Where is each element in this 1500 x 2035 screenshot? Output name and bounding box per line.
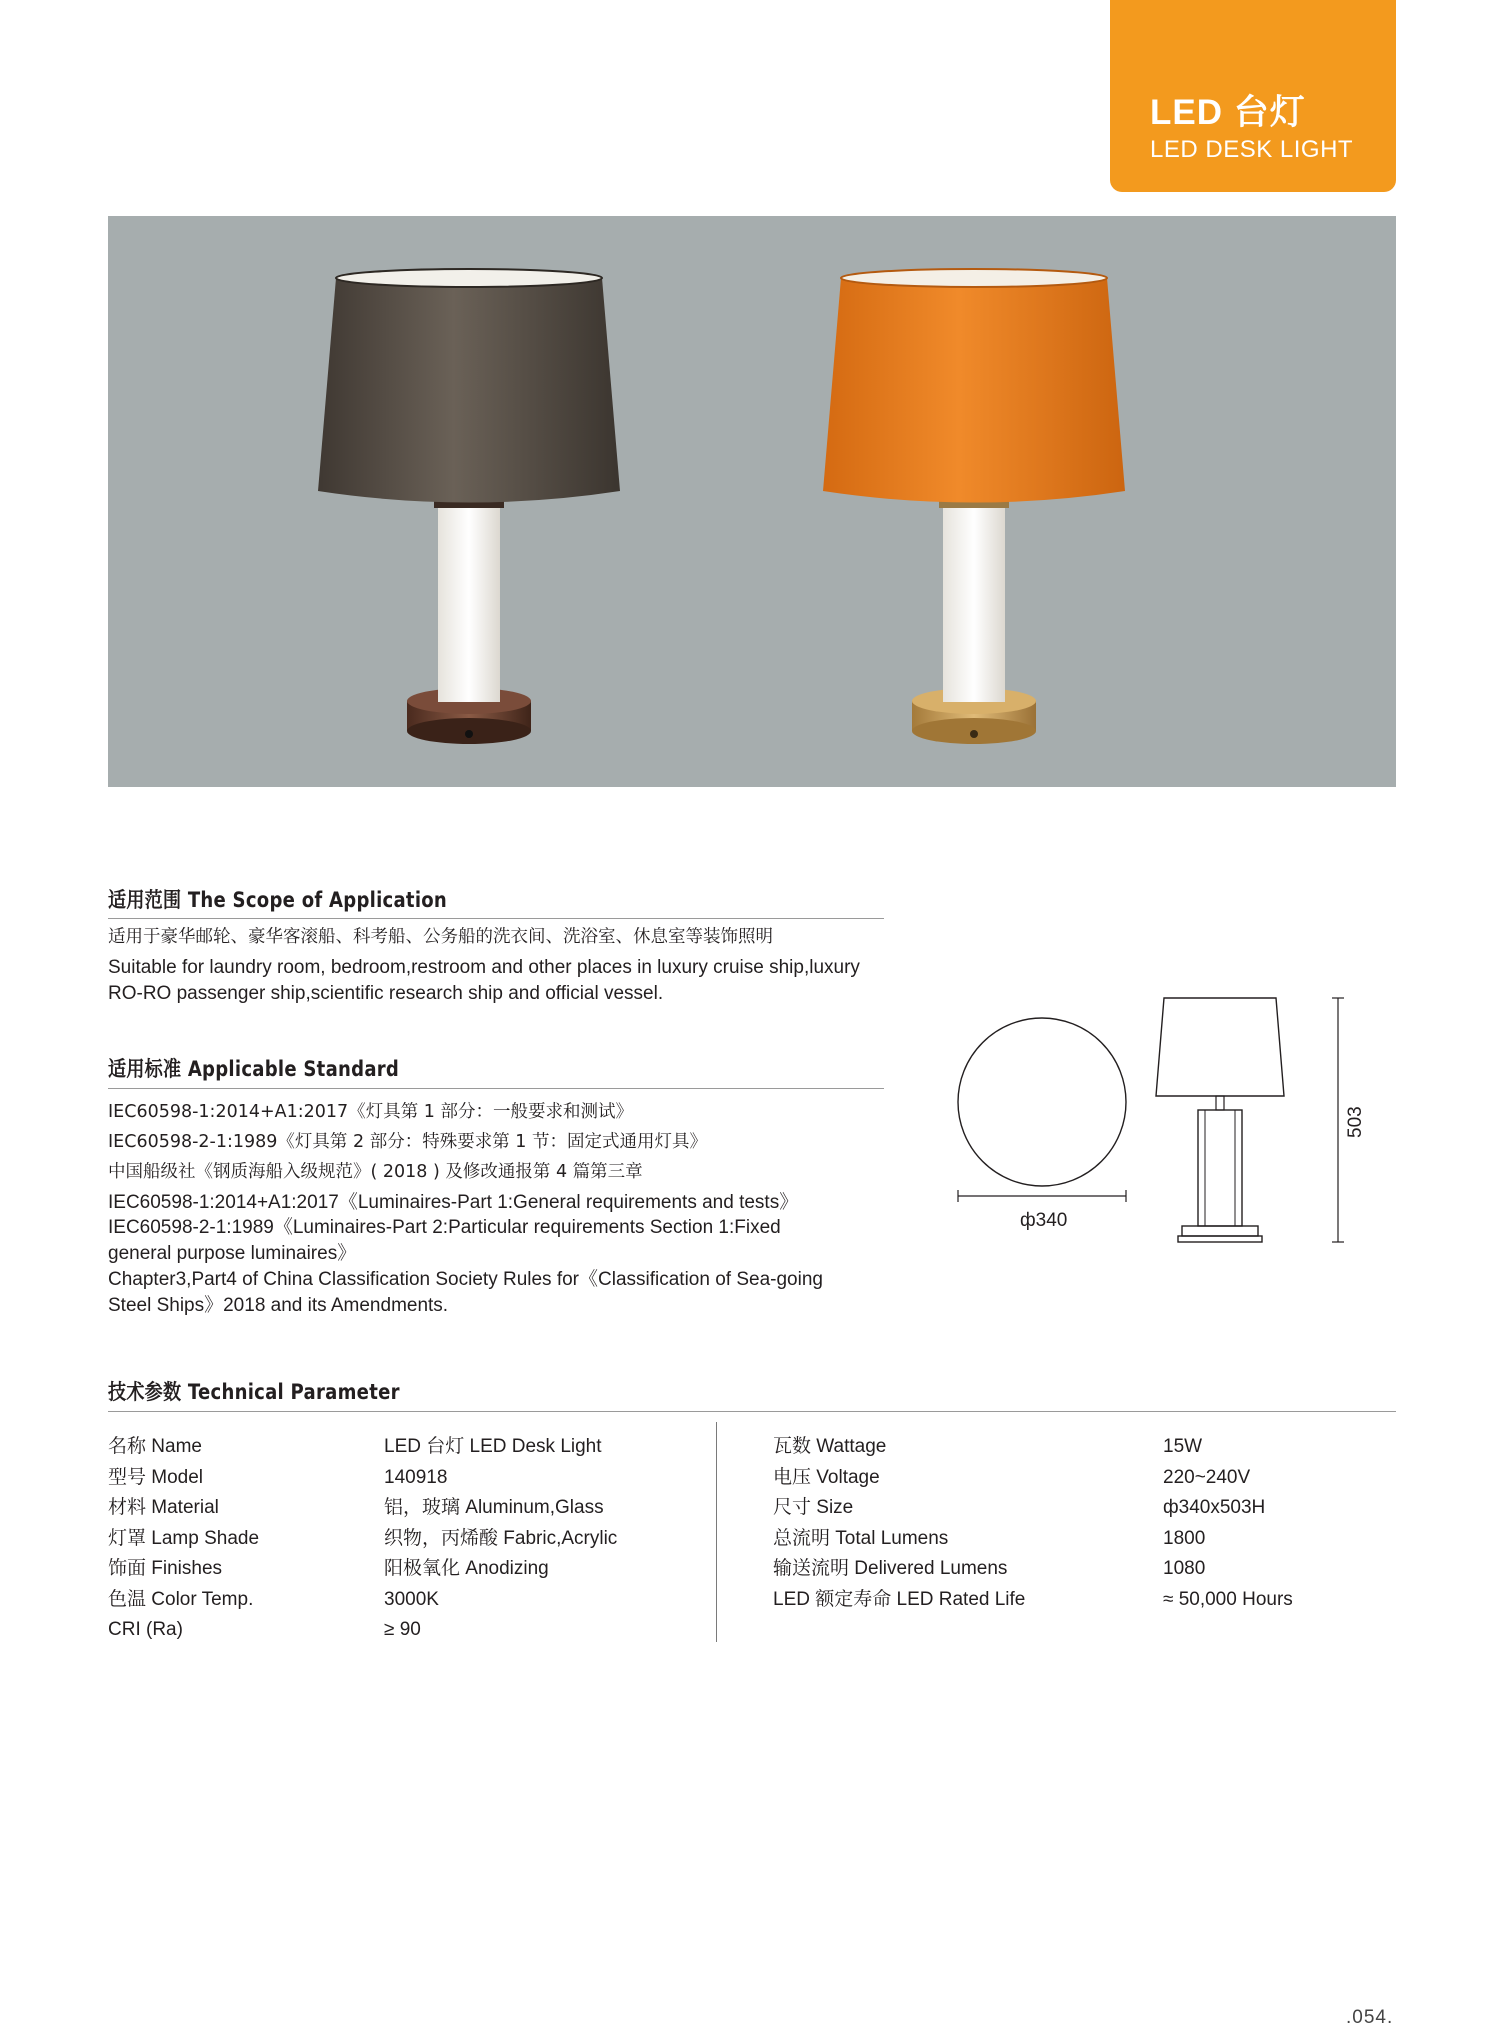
param-label: 尺寸 Size bbox=[773, 1497, 854, 1518]
param-value: 铝，玻璃 Aluminum,Glass bbox=[384, 1497, 604, 1518]
standard-line: 中国船级社《钢质海船入级规范》( 2018 ) 及修改通报第 4 篇第三章 bbox=[108, 1162, 643, 1182]
param-value: 15W bbox=[1163, 1436, 1203, 1457]
standard-divider bbox=[108, 1088, 884, 1089]
param-value: 织物，丙烯酸 Fabric,Acrylic bbox=[384, 1527, 618, 1549]
standard-heading: 适用标准 Applicable Standard bbox=[108, 1057, 400, 1081]
param-value: 1800 bbox=[1163, 1527, 1206, 1549]
category-title-en: LED DESK LIGHT bbox=[1150, 136, 1354, 163]
lamp-orange-shade bbox=[823, 269, 1125, 744]
param-right-labels bbox=[773, 1432, 1025, 1615]
param-label: 色温 Color Temp. bbox=[108, 1588, 254, 1610]
param-value: ≥ 90 bbox=[384, 1619, 421, 1640]
param-value: 3000K bbox=[384, 1588, 439, 1610]
param-value: 阳极氧化 Anodizing bbox=[384, 1558, 549, 1579]
scope-text-cn: 适用于豪华邮轮、豪华客滚船、科考船、公务船的洗衣间、洗浴室、休息室等装饰照明 bbox=[108, 927, 773, 947]
scope-text-en-2: RO-RO passenger ship,scientific research ship and official vessel. bbox=[108, 983, 664, 1004]
standard-line: IEC60598-2-1:1989《灯具第 2 部分：特殊要求第 1 节：固定式通用灯具》 bbox=[108, 1132, 707, 1152]
top-view-circle bbox=[958, 1018, 1126, 1186]
diameter-label: ф340 bbox=[1020, 1210, 1068, 1231]
param-column-divider bbox=[716, 1422, 717, 1642]
param-value: ф340x503H bbox=[1163, 1497, 1266, 1518]
param-right-values bbox=[1163, 1432, 1293, 1615]
param-label: 电压 Voltage bbox=[773, 1466, 880, 1488]
param-value: ≈ 50,000 Hours bbox=[1163, 1588, 1293, 1610]
param-left-labels bbox=[108, 1432, 259, 1646]
side-view-neck bbox=[1216, 1096, 1224, 1110]
scope-heading: 适用范围 The Scope of Application bbox=[108, 888, 448, 912]
standard-line: IEC60598-2-1:1989《Luminaires-Part 2:Particular requirements Section 1:Fixed bbox=[108, 1217, 781, 1238]
standard-line: IEC60598-1:2014+A1:2017《Luminaires-Part 1:General requirements and tests》 bbox=[108, 1192, 799, 1213]
param-value: LED 台灯 LED Desk Light bbox=[384, 1436, 602, 1457]
lamp-dark-shade bbox=[318, 269, 620, 744]
product-photo bbox=[108, 216, 1396, 787]
category-tab bbox=[1110, 0, 1396, 192]
param-label: 名称 Name bbox=[108, 1436, 202, 1457]
technical-divider bbox=[108, 1411, 1396, 1412]
standard-line: Chapter3,Part4 of China Classification Society Rules for《Classification of Sea-going bbox=[108, 1269, 823, 1290]
param-label: 输送流明 Delivered Lumens bbox=[773, 1558, 1008, 1579]
param-value: 140918 bbox=[384, 1466, 448, 1488]
page-number: .054. bbox=[1346, 2007, 1394, 2028]
side-view-base bbox=[1182, 1226, 1258, 1236]
height-label: 503 bbox=[1345, 1106, 1366, 1138]
param-label: 型号 Model bbox=[108, 1466, 204, 1488]
side-view-shade bbox=[1156, 998, 1284, 1096]
param-value: 220~240V bbox=[1163, 1466, 1251, 1488]
param-value: 1080 bbox=[1163, 1558, 1206, 1579]
scope-text-en-1: Suitable for laundry room, bedroom,restroom and other places in luxury cruise ship,luxury bbox=[108, 957, 860, 978]
param-label: 饰面 Finishes bbox=[108, 1558, 223, 1579]
dimension-drawing bbox=[950, 990, 1370, 1260]
standard-line: Steel Ships》2018 and its Amendments. bbox=[108, 1295, 449, 1316]
param-left-values bbox=[384, 1432, 617, 1646]
param-label: 灯罩 Lamp Shade bbox=[108, 1527, 260, 1549]
param-label: CRI (Ra) bbox=[108, 1619, 183, 1640]
dimension-drawing-svg bbox=[950, 990, 1370, 1260]
scope-divider bbox=[108, 918, 884, 919]
param-label: 瓦数 Wattage bbox=[773, 1436, 887, 1457]
technical-heading: 技术参数 Technical Parameter bbox=[108, 1380, 400, 1404]
product-photo-illustration bbox=[108, 216, 1396, 787]
param-label: 材料 Material bbox=[108, 1497, 219, 1518]
standard-line: general purpose luminaires》 bbox=[108, 1243, 357, 1264]
standard-line: IEC60598-1:2014+A1:2017《灯具第 1 部分：一般要求和测试》 bbox=[108, 1102, 633, 1122]
category-title-cn: LED 台灯 bbox=[1150, 93, 1306, 132]
param-label: 总流明 Total Lumens bbox=[773, 1527, 949, 1549]
param-label: LED 额定寿命 LED Rated Life bbox=[773, 1588, 1026, 1610]
